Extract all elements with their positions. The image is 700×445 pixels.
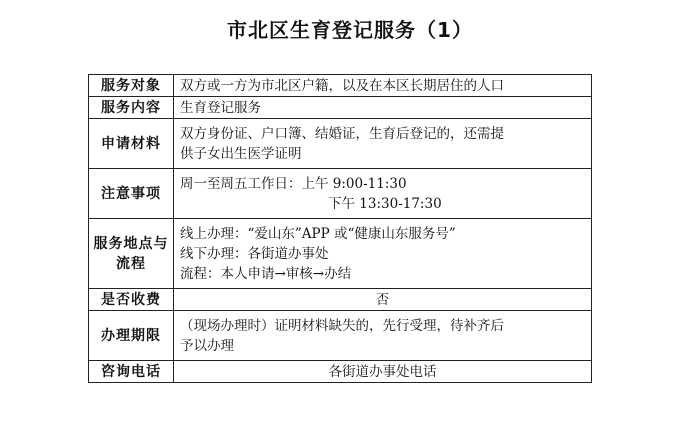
row-value-materials	[174, 119, 592, 169]
row-value-target: 双方或一方为市北区户籍，以及在本区长期居住的人口	[174, 75, 592, 97]
row-value-notes	[174, 169, 592, 219]
row-label-content: 服务内容	[89, 97, 174, 119]
row-label-notes: 注意事项	[89, 169, 174, 219]
location-line-3: 流程：本人申请→审核→办结	[180, 265, 352, 282]
period-line-1: （现场办理时）证明材料缺失的，先行受理，待补齐后	[180, 317, 504, 334]
table-row	[89, 119, 592, 169]
row-value-phone: 各街道办事处电话	[174, 361, 592, 383]
row-label-period: 办理期限	[89, 311, 174, 361]
row-label-location	[89, 219, 174, 289]
location-label-line-1: 服务地点与	[93, 235, 169, 252]
row-label-target: 服务对象	[89, 75, 174, 97]
row-label-materials: 申请材料	[89, 119, 174, 169]
notes-line-1: 周一至周五工作日：上午 9:00-11:30	[180, 175, 407, 192]
materials-line-1: 双方身份证、户口簿、结婚证，生育后登记的，还需提	[180, 125, 504, 142]
row-label-phone: 咨询电话	[89, 361, 174, 383]
table-row	[89, 361, 592, 383]
service-info-table	[88, 74, 592, 383]
table-row	[89, 311, 592, 361]
table-row	[89, 75, 592, 97]
notes-line-2: 下午 13:30-17:30	[328, 195, 442, 212]
table-row	[89, 97, 592, 119]
row-value-location	[174, 219, 592, 289]
row-value-fee: 否	[174, 289, 592, 311]
location-line-2: 线下办理：各街道办事处	[180, 245, 329, 262]
period-line-2: 予以办理	[180, 337, 234, 354]
page-title: 市北区生育登记服务（1）	[227, 18, 473, 42]
row-label-fee: 是否收费	[89, 289, 174, 311]
table-row	[89, 219, 592, 289]
row-value-content: 生育登记服务	[174, 97, 592, 119]
location-label-line-2: 流程	[116, 255, 146, 272]
location-line-1: 线上办理：“爱山东”APP 或“健康山东服务号”	[180, 225, 456, 242]
table-row	[89, 289, 592, 311]
row-value-period	[174, 311, 592, 361]
table-row	[89, 169, 592, 219]
materials-line-2: 供子女出生医学证明	[180, 145, 302, 162]
